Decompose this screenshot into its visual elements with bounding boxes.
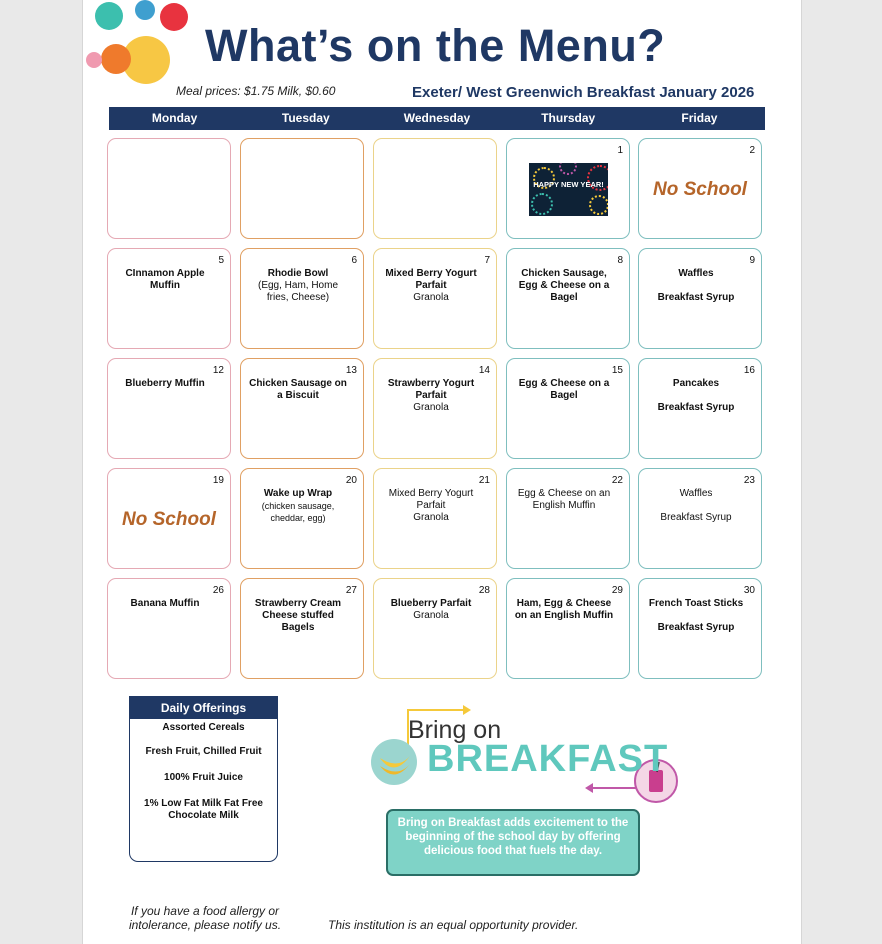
weekday-header xyxy=(109,107,765,130)
meal-description xyxy=(247,598,349,634)
meal-description xyxy=(380,378,482,414)
meal-description xyxy=(380,598,482,622)
meal-line: Banana Muffin xyxy=(130,598,200,609)
meal-line: Egg & Cheese on an English Muffin xyxy=(517,488,611,511)
meal-description xyxy=(380,488,482,524)
no-school-label: No School xyxy=(653,179,747,200)
meal-description xyxy=(513,488,615,512)
meal-line: Blueberry Parfait xyxy=(390,598,472,609)
calendar-day-cell xyxy=(506,138,630,239)
meal-line: Granola xyxy=(413,512,449,523)
meal-description xyxy=(114,268,216,292)
weekday-monday: Monday xyxy=(151,111,198,125)
calendar-day-cell xyxy=(107,248,231,349)
meal-description xyxy=(114,378,216,390)
meal-line: Breakfast Syrup xyxy=(657,402,735,413)
firework-icon xyxy=(589,195,608,215)
meal-description xyxy=(513,378,615,402)
weekday-thursday: Thursday xyxy=(541,111,596,125)
firework-icon xyxy=(531,193,553,215)
offering-item: 1% Low Fat Milk Fat Free Chocolate Milk xyxy=(144,798,263,821)
meal-description xyxy=(645,268,747,304)
happy-new-year-text: HAPPY NEW YEAR! xyxy=(533,180,604,189)
line-gap xyxy=(645,390,747,402)
day-number: 28 xyxy=(478,585,490,596)
day-number: 15 xyxy=(611,365,623,376)
calendar-day-cell xyxy=(638,468,762,569)
meal-line: Strawberry Cream Cheese stuffed Bagels xyxy=(254,598,342,633)
offering-item: Assorted Cereals xyxy=(162,722,245,733)
line-gap xyxy=(645,610,747,622)
allergy-note: If you have a food allergy or intolerance, please notify us. xyxy=(128,904,282,932)
weekday-wednesday: Wednesday xyxy=(403,111,471,125)
day-number: 12 xyxy=(212,365,224,376)
calendar-day-cell xyxy=(107,138,231,239)
meal-line: Breakfast Syrup xyxy=(660,512,732,523)
day-number: 1 xyxy=(617,145,623,156)
day-number: 30 xyxy=(743,585,755,596)
meal-line: Waffles xyxy=(678,268,714,279)
day-number: 27 xyxy=(345,585,357,596)
calendar-day-cell xyxy=(506,248,630,349)
menu-subtitle: Exeter/ West Greenwich Breakfast January 2026 xyxy=(412,84,755,101)
calendar-day-cell xyxy=(638,358,762,459)
calendar-day-cell xyxy=(107,468,231,569)
day-number: 23 xyxy=(743,475,755,486)
day-number: 5 xyxy=(218,255,224,266)
decorative-dot xyxy=(101,44,131,74)
calendar-day-cell xyxy=(373,358,497,459)
meal-line: Granola xyxy=(413,610,449,621)
day-number: 9 xyxy=(749,255,755,266)
calendar-day-cell xyxy=(506,468,630,569)
meal-line: Strawberry Yogurt Parfait xyxy=(387,378,475,401)
decorative-dot xyxy=(86,52,102,68)
calendar-day-cell xyxy=(638,578,762,679)
meal-prices: Meal prices: $1.75 Milk, $0.60 xyxy=(176,84,336,98)
day-number: 6 xyxy=(351,255,357,266)
day-number: 16 xyxy=(743,365,755,376)
day-number: 20 xyxy=(345,475,357,486)
calendar-day-cell xyxy=(240,248,364,349)
meal-line: Mixed Berry Yogurt Parfait xyxy=(388,488,474,511)
day-number: 2 xyxy=(749,145,755,156)
meal-description xyxy=(513,268,615,304)
day-number: 29 xyxy=(611,585,623,596)
calendar-day-cell xyxy=(240,358,364,459)
logo-bring-on: Bring on xyxy=(408,716,502,744)
meal-description xyxy=(247,268,349,304)
meal-line: Chicken Sausage, Egg & Cheese on a Bagel xyxy=(518,268,610,303)
equal-opportunity-note: This institution is an equal opportunity provider. xyxy=(328,918,579,932)
meal-description xyxy=(380,268,482,304)
calendar-day-cell xyxy=(373,248,497,349)
day-number: 19 xyxy=(212,475,224,486)
day-number: 13 xyxy=(345,365,357,376)
calendar-day-cell xyxy=(506,578,630,679)
calendar-day-cell xyxy=(107,578,231,679)
calendar-day-cell xyxy=(240,578,364,679)
meal-description xyxy=(247,378,349,402)
calendar-day-cell xyxy=(240,468,364,569)
day-number: 22 xyxy=(611,475,623,486)
weekday-tuesday: Tuesday xyxy=(281,111,330,125)
meal-line: (Egg, Ham, Home fries, Cheese) xyxy=(257,280,339,303)
meal-line: Egg & Cheese on a Bagel xyxy=(518,378,610,401)
decorative-dot xyxy=(135,0,155,20)
meal-line: Granola xyxy=(413,402,449,413)
day-number: 26 xyxy=(212,585,224,596)
meal-line: Pancakes xyxy=(672,378,720,389)
page-title: What’s on the Menu? xyxy=(205,20,666,71)
meal-line: Mixed Berry Yogurt Parfait xyxy=(385,268,477,291)
meal-description xyxy=(114,598,216,610)
firework-icon xyxy=(559,163,577,175)
calendar-day-cell xyxy=(373,578,497,679)
weekday-friday: Friday xyxy=(681,111,718,125)
promo-blurb: Bring on Breakfast adds excitement to the beginning of the school day by offering delicious food that fuels the day. xyxy=(386,809,640,876)
meal-description xyxy=(645,598,747,634)
daily-offerings-title: Daily Offerings xyxy=(130,697,277,719)
no-school-label: No School xyxy=(122,509,216,530)
meal-description xyxy=(247,488,349,524)
meal-line: (chicken sausage, cheddar, egg) xyxy=(261,501,335,523)
meal-line: Waffles xyxy=(679,488,713,499)
meal-line: Ham, Egg & Cheese on an English Muffin xyxy=(514,598,614,621)
meal-line: CInnamon Apple Muffin xyxy=(125,268,205,291)
logo-breakfast: BREAKFAST xyxy=(427,738,669,780)
meal-description xyxy=(645,488,747,524)
meal-line: Breakfast Syrup xyxy=(657,622,735,633)
meal-line: Chicken Sausage on a Biscuit xyxy=(249,378,347,401)
offering-item: 100% Fruit Juice xyxy=(164,772,243,783)
meal-line: Breakfast Syrup xyxy=(657,292,735,303)
calendar-day-cell xyxy=(638,138,762,239)
calendar-day-cell xyxy=(373,138,497,239)
meal-line: Granola xyxy=(413,292,449,303)
meal-line: Rhodie Bowl xyxy=(267,268,329,279)
decorative-dot xyxy=(160,3,188,31)
calendar-day-cell xyxy=(240,138,364,239)
day-number: 7 xyxy=(484,255,490,266)
daily-offerings-box xyxy=(129,696,278,862)
calendar-day-cell xyxy=(107,358,231,459)
meal-description xyxy=(645,378,747,414)
meal-line: French Toast Sticks xyxy=(648,598,744,609)
line-gap xyxy=(645,280,747,292)
meal-line: Blueberry Muffin xyxy=(125,378,205,389)
day-number: 8 xyxy=(617,255,623,266)
offering-item: Fresh Fruit, Chilled Fruit xyxy=(145,746,262,757)
calendar-day-cell xyxy=(638,248,762,349)
happy-new-year-image xyxy=(529,163,608,216)
calendar-day-cell xyxy=(506,358,630,459)
line-gap xyxy=(645,500,747,512)
decorative-dot xyxy=(95,2,123,30)
calendar-day-cell xyxy=(373,468,497,569)
day-number: 14 xyxy=(478,365,490,376)
meal-description xyxy=(513,598,615,622)
meal-line: Wake up Wrap xyxy=(263,488,333,499)
day-number: 21 xyxy=(478,475,490,486)
